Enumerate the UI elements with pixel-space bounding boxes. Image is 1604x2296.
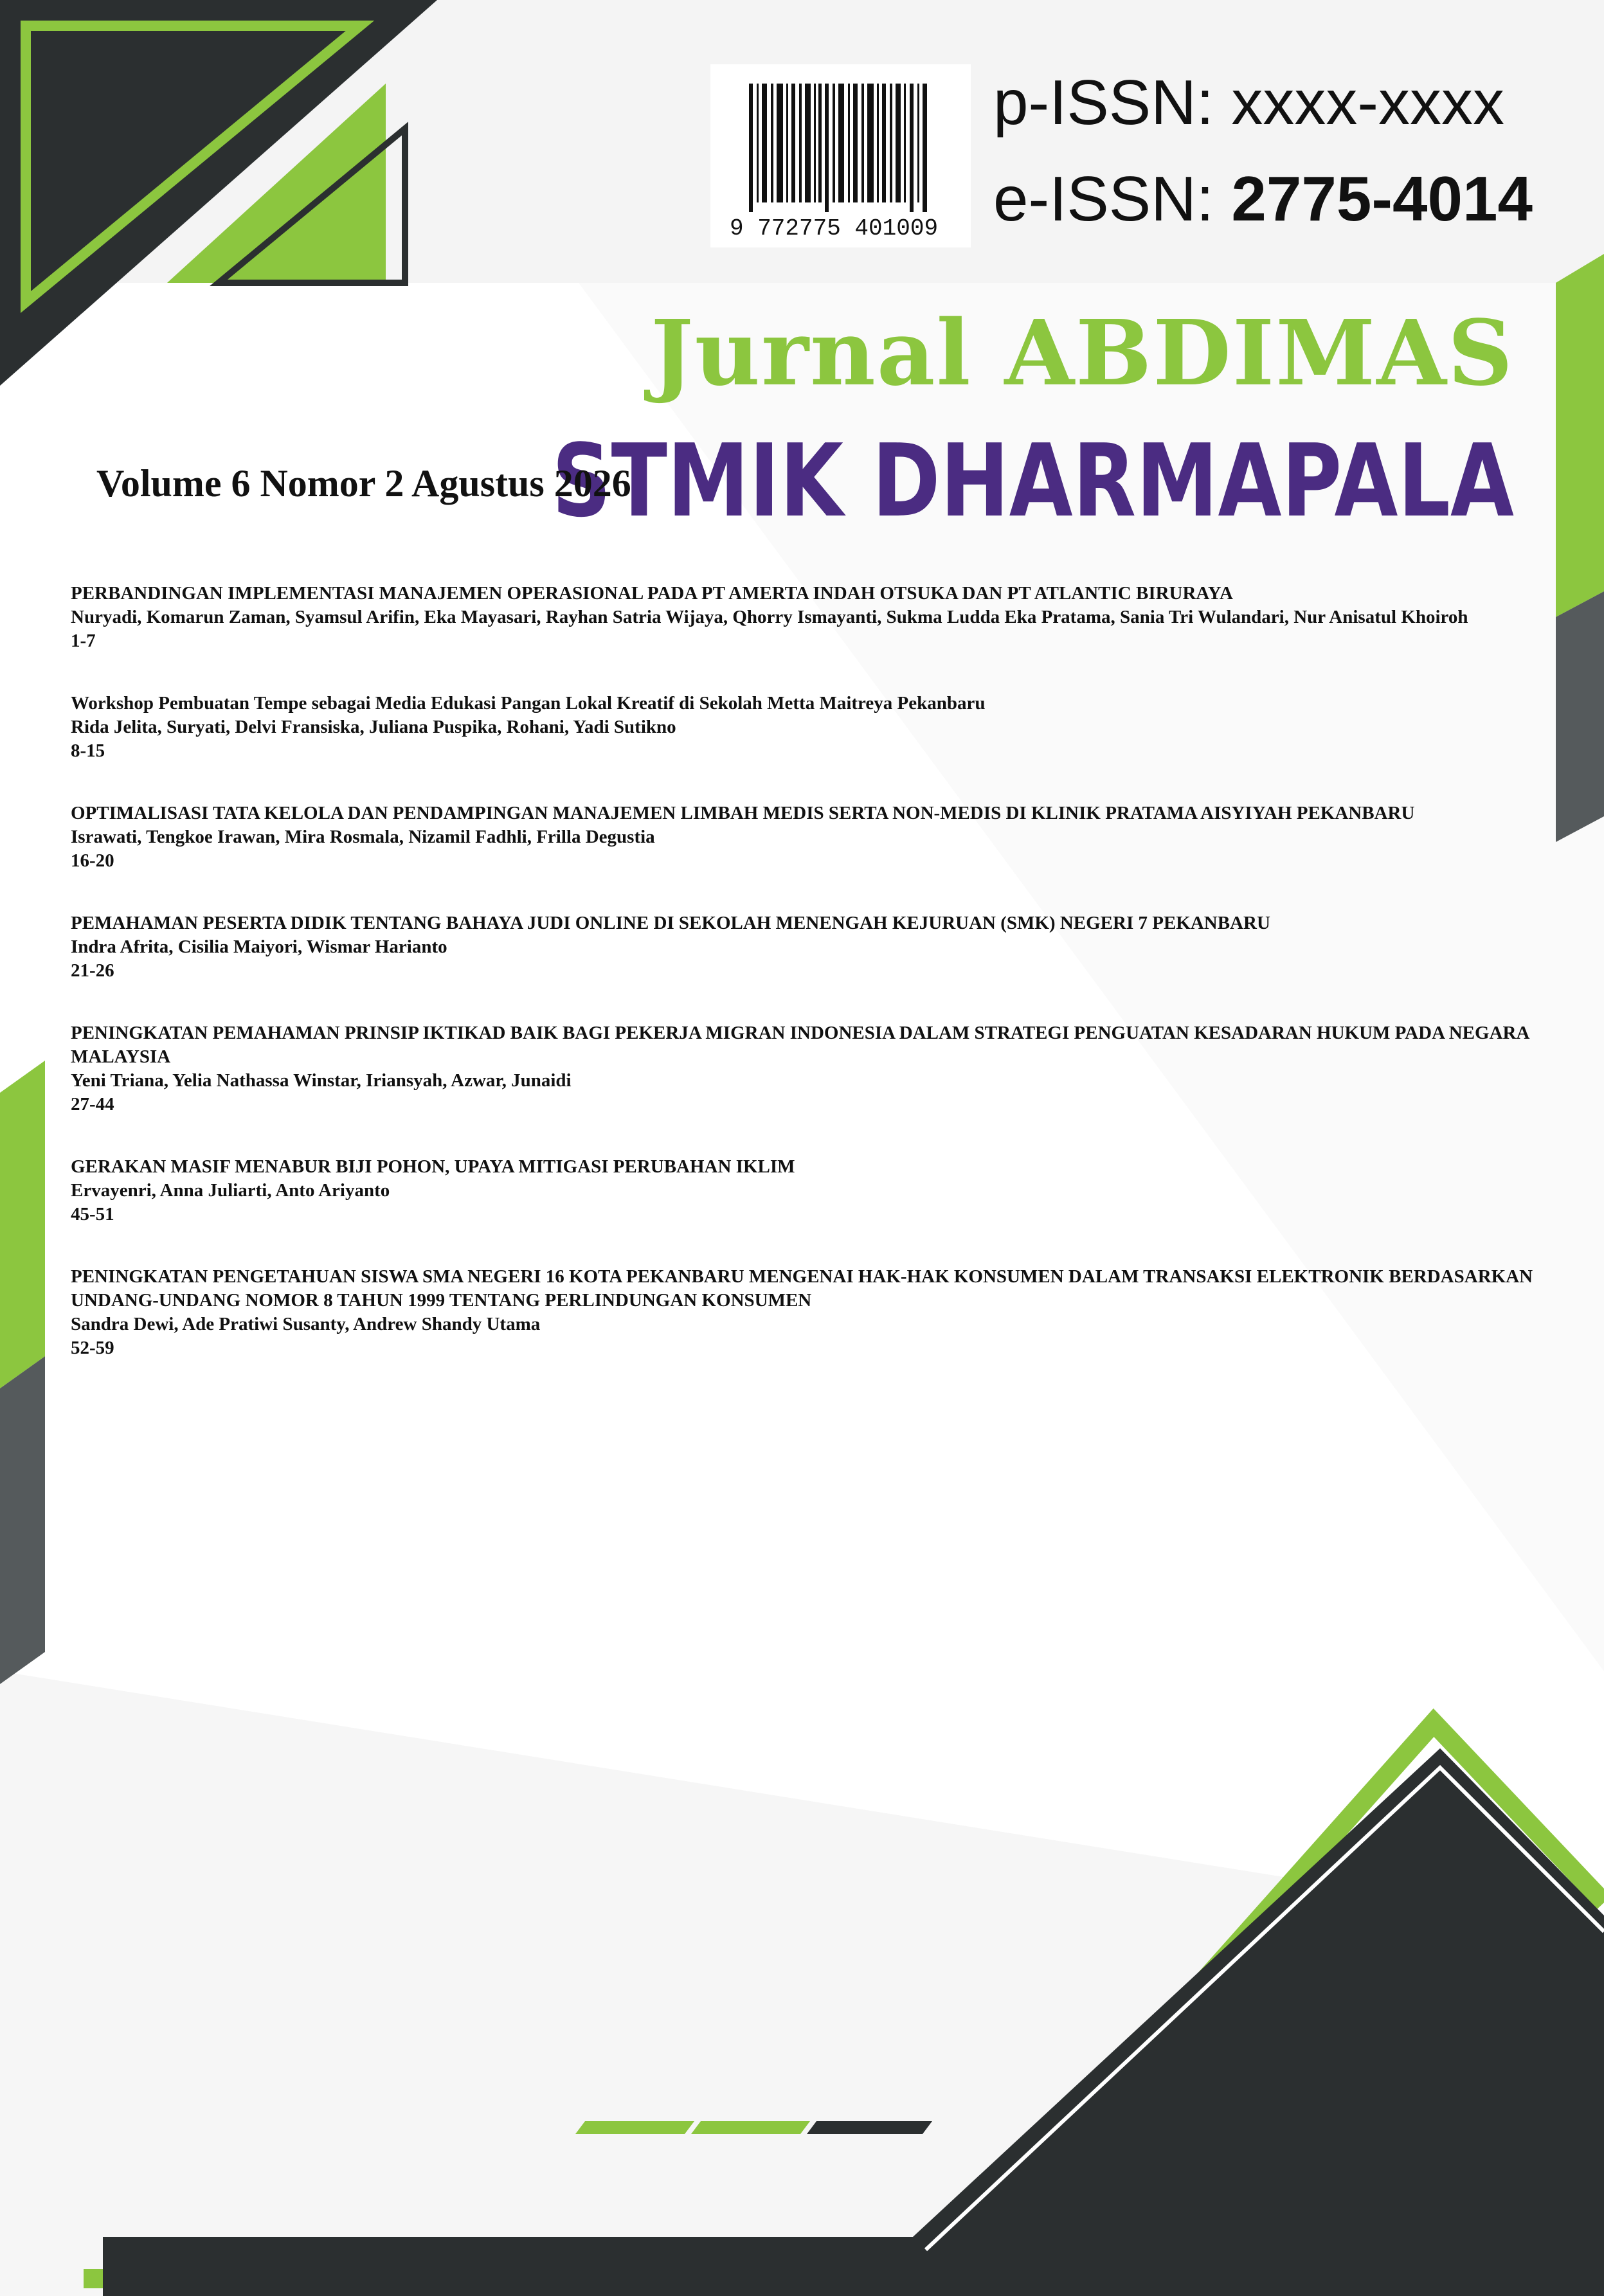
article-pages: 21-26 (71, 960, 114, 981)
article-title: Workshop Pembuatan Tempe sebagai Media Edukasi Pangan Lokal Kreatif di Sekolah Metta Maitreya Pekanbaru (71, 693, 986, 713)
stripe-dark (807, 2121, 932, 2134)
article-title: PEMAHAMAN PESERTA DIDIK TENTANG BAHAYA JUDI ONLINE DI SEKOLAH MENENGAH KEJURUAN (SMK) NEGERI 7 PEKANBARU (71, 913, 1270, 933)
article-authors: Ervayenri, Anna Juliarti, Anto Ariyanto (71, 1180, 390, 1201)
article-pages: 45-51 (71, 1204, 114, 1224)
stripe-green-1 (575, 2121, 694, 2134)
online-issn-value: 2775-4014 (1231, 163, 1533, 234)
article-title: PENINGKATAN PENGETAHUAN SISWA SMA NEGERI 16 KOTA PEKANBARU MENGENAI HAK-HAK KONSUMEN DALAM TRANSAKSI ELEKTRONIK BERDASARKAN UNDANG-UNDANG NOMOR 8 TAHUN 1999 TENTANG PERLINDUNGAN KONSUMEN (71, 1266, 1533, 1311)
article-pages: 1-7 (71, 631, 96, 651)
barcode-number: 9 772775 401009 (730, 215, 939, 242)
article-title: GERAKAN MASIF MENABUR BIJI POHON, UPAYA MITIGASI PERUBAHAN IKLIM (71, 1156, 795, 1177)
article-pages: 27-44 (71, 1094, 114, 1115)
article-pages: 52-59 (71, 1338, 114, 1358)
article-authors: Sandra Dewi, Ade Pratiwi Susanty, Andrew Shandy Utama (71, 1314, 541, 1334)
article-title: PERBANDINGAN IMPLEMENTASI MANAJEMEN OPERASIONAL PADA PT AMERTA INDAH OTSUKA DAN PT ATLANTIC BIRURAYA (71, 583, 1233, 604)
article-pages: 8-15 (71, 740, 105, 761)
article-authors: Rida Jelita, Suryati, Delvi Fransiska, Juliana Puspika, Rohani, Yadi Sutikno (71, 717, 676, 737)
article-title: PENINGKATAN PEMAHAMAN PRINSIP IKTIKAD BAIK BAGI PEKERJA MIGRAN INDONESIA DALAM STRATEGI PENGUATAN KESADARAN HUKUM PADA NEGARA MALAYSIA (71, 1023, 1529, 1067)
article-authors: Nuryadi, Komarun Zaman, Syamsul Arifin, Eka Mayasari, Rayhan Satria Wijaya, Qhorry Ismayanti, Sukma Ludda Eka Pratama, Sania Tri Wulandari, Nur Anisatul Khoiroh (71, 607, 1468, 627)
journal-subtitle: STMIK DHARMAPALA (552, 422, 1514, 539)
print-issn-value: xxxx-xxxx (1231, 67, 1504, 138)
article-title: OPTIMALISASI TATA KELOLA DAN PENDAMPINGAN MANAJEMEN LIMBAH MEDIS SERTA NON-MEDIS DI KLINIK PRATAMA AISYIYAH PEKANBARU (71, 803, 1415, 823)
article-authors: Israwati, Tengkoe Irawan, Mira Rosmala, Nizamil Fadhli, Frilla Degustia (71, 827, 655, 847)
stripe-green-2 (691, 2121, 810, 2134)
print-issn-label: p-ISSN: (993, 67, 1214, 138)
journal-title: Jurnal ABDIMAS (651, 301, 1514, 406)
article-pages: 16-20 (71, 850, 114, 871)
online-issn-label: e-ISSN: (993, 163, 1214, 234)
article-authors: Yeni Triana, Yelia Nathassa Winstar, Iriansyah, Azwar, Junaidi (71, 1070, 572, 1091)
article-authors: Indra Afrita, Cisilia Maiyori, Wismar Harianto (71, 937, 447, 957)
volume-issue: Volume 6 Nomor 2 Agustus 2026 (96, 462, 631, 505)
